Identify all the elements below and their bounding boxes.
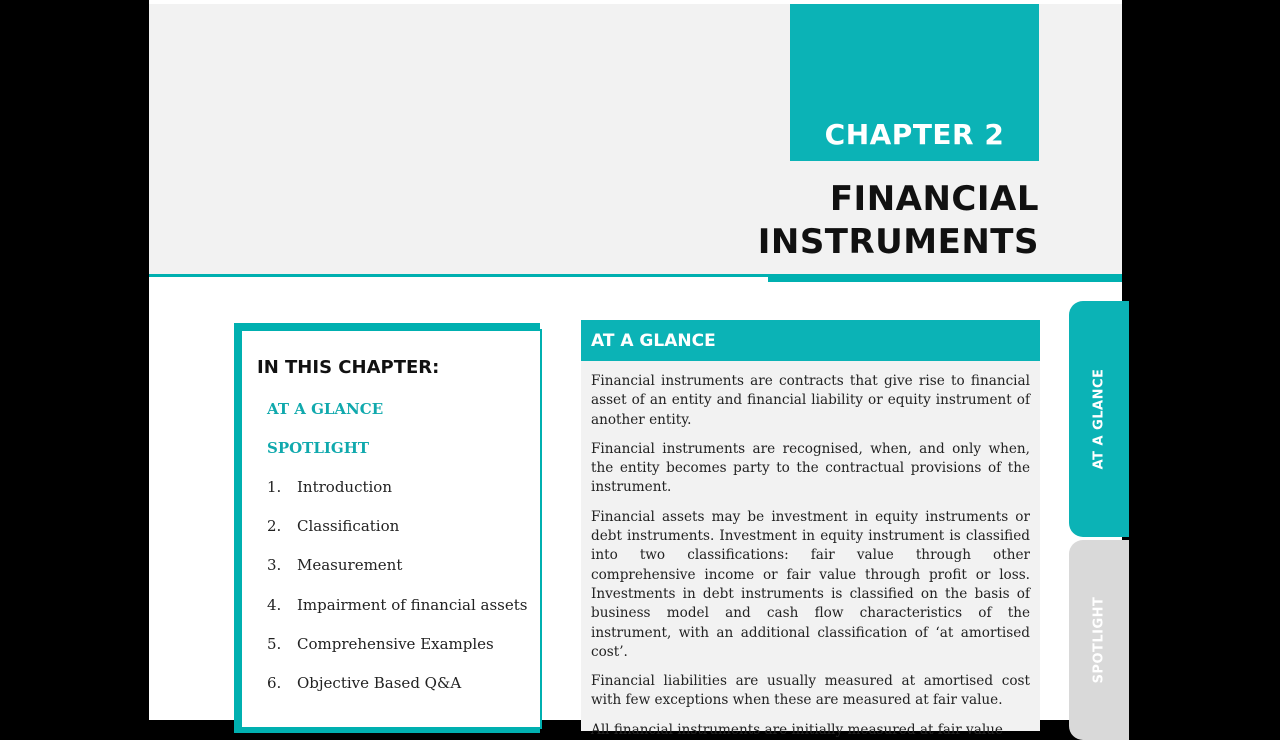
toc-item-number: 2. (267, 517, 282, 535)
side-tab-label: AT A GLANCE (1091, 368, 1107, 470)
toc-item[interactable] (267, 556, 402, 574)
toc-item-label: Measurement (297, 556, 403, 574)
toc-heading: IN THIS CHAPTER: (257, 357, 440, 378)
toc-item-number: 5. (267, 635, 282, 653)
toc-link-at-a-glance[interactable]: AT A GLANCE (267, 400, 384, 418)
toc-link-spotlight[interactable]: SPOTLIGHT (267, 439, 370, 457)
side-tab-label: SPOTLIGHT (1091, 596, 1107, 684)
chapter-label: CHAPTER 2 (824, 118, 1005, 151)
document-page (149, 0, 1122, 738)
glance-paragraph: Financial instruments are contracts that give rise to financial asset of an entity and financial liability or equity instrument of another entity. (591, 373, 1030, 428)
toc-item-number: 1. (267, 478, 282, 496)
glance-paragraph: All financial instruments are initially measured at fair value (591, 721, 1003, 738)
chapter-title-line2: INSTRUMENTS (757, 222, 1039, 262)
glance-paragraph: Financial assets may be investment in equity instruments or debt instruments. Investment in equity instrument is classified into two classifications: fair value through other comprehensive income or fair value through profit or loss. Investments in debt instruments is classified on the basis of business model and cash flow characteristics of the instrument, with an additional classification of ‘at amortised cost’. (591, 508, 1030, 660)
glance-paragraph: Financial instruments are recognised, when, and only when, the entity becomes party to the contractual provisions of the instrument. (591, 440, 1030, 496)
toc-item-label: Classification (297, 517, 400, 535)
side-tab-spotlight[interactable] (1069, 540, 1129, 740)
toc-item[interactable] (267, 674, 461, 692)
toc-item[interactable] (267, 596, 528, 614)
toc-item[interactable] (267, 635, 494, 653)
at-a-glance-title: AT A GLANCE (591, 331, 716, 351)
toc-item[interactable] (267, 517, 399, 535)
chapter-title-line1: FINANCIAL (829, 179, 1039, 219)
toc-item-number: 4. (267, 596, 282, 614)
toc-item-label: Comprehensive Examples (297, 635, 494, 653)
toc-item-label: Impairment of financial assets (297, 596, 528, 614)
chapter-title (758, 178, 1039, 264)
glance-paragraph: Financial liabilities are usually measured at amortised cost with few exceptions when these are measured at fair value. (591, 673, 1030, 709)
toc-item-number: 6. (267, 674, 282, 692)
toc-box (240, 329, 542, 729)
chapter-box (790, 4, 1039, 161)
toc-item-label: Objective Based Q&A (297, 674, 462, 692)
side-tab-at-a-glance[interactable] (1069, 301, 1129, 537)
toc-item[interactable] (267, 478, 392, 496)
at-a-glance-body (581, 361, 1040, 738)
toc-item-number: 3. (267, 556, 282, 574)
header-divider-thick (768, 274, 1122, 282)
at-a-glance-header (581, 320, 1040, 361)
toc-item-label: Introduction (297, 478, 392, 496)
